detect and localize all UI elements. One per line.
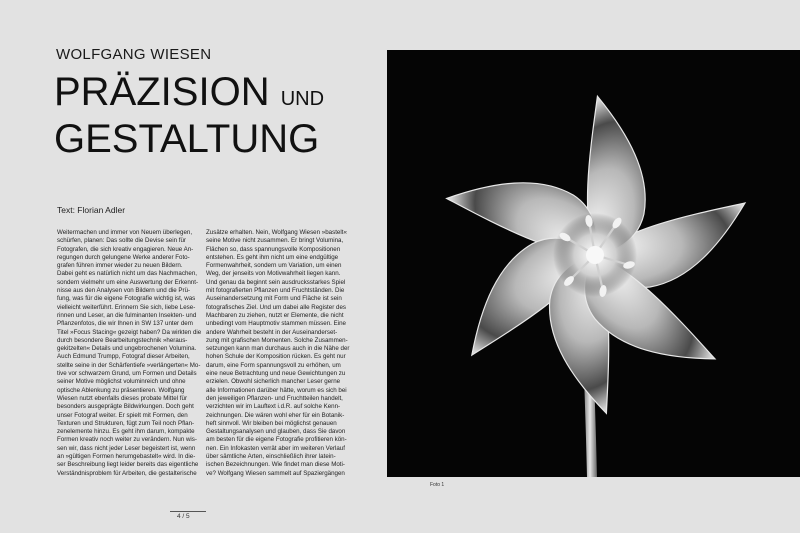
column1-line: Weitermachen und immer von Neuem überlegen, [57, 229, 193, 236]
column1-line: schürfen, planen: Das sollte die Devise sein für [57, 237, 186, 245]
column1-line: besonders ausgeprägte Bildwirkungen. Doch geht [57, 403, 194, 411]
column2-line: hohen Schule der Komposition rücken. Es geht nur [206, 353, 346, 361]
body-column-2 [206, 229, 350, 478]
column1-line: tive vor schwarzem Grund, um Formen und Details [57, 370, 197, 378]
column2-line: seine Motive nicht zusammen. Er bringt Volumina, [206, 237, 344, 245]
column1-line: Titel »Focus Stacing« gezeigt haben? Da wirkten die [57, 328, 201, 336]
column2-line: erzielen. Obwohl sicherlich mancher Leser gerne [206, 378, 341, 386]
title-line-2: GESTALTUNG [54, 117, 320, 161]
column2-line: andere Wahrheit besteht in der Auseinanderset- [206, 328, 338, 336]
column2-line: Weg, der jenseits von Motivwahrheit liegen kann. [206, 270, 341, 278]
flower-image-icon [387, 50, 800, 477]
column2-line: Auseinandersetzung mit Form und Fläche ist sein [206, 295, 342, 303]
column1-line: rinnen und Leser, an die fulminanten Insekten- und [57, 311, 197, 319]
column1-line: durch besondere Bearbeitungstechnik »heraus- [57, 336, 188, 344]
column2-line: verzichten wir im Lauftext i.d.R. auf solche Kenn- [206, 403, 341, 411]
column1-line: optische Ablenkung zu präsentieren. Wolfgang [57, 386, 185, 394]
column1-line: stellte seine in der Schärfentiefe »verlängerten« Mo- [57, 361, 201, 369]
column1-line: sondern vielmehr um eine Auswertung der Erkennt- [57, 278, 199, 286]
column2-line: fotografisches Ziel. Und um dabei alle Register des [206, 303, 346, 311]
column2-line: zung mit grafischen Momenten. Solche Zusammen- [206, 336, 348, 344]
column1-line: unser Fotograf weiter. Er spielt mit Formen, den [57, 411, 188, 419]
column1-line: Texturen und Strukturen, fügt zum Teil noch Pflan- [57, 419, 195, 427]
column2-line: am besten für die eigene Fotografie profitieren kön- [206, 436, 347, 444]
column2-line: heft sinnvoll. Wir bleiben bei möglichst genauen [206, 419, 337, 427]
column2-line: ve? Wolfgang Wiesen sammelt auf Spaziergängen [206, 469, 345, 477]
column1-line: Formen kreativ noch weiter zu verändern. Nun wis- [57, 436, 197, 444]
column2-line: darum, eine Form spannungsvoll zu erhöhen, um [206, 361, 341, 369]
author-name: WOLFGANG WIESEN [56, 46, 212, 63]
column2-line: entstehen. Es geht ihm nicht um eine endgültige [206, 253, 339, 261]
column2-line: Und genau da beginnt sein ausdrucksstarkes Spiel [206, 278, 346, 286]
body-column-1 [57, 229, 201, 478]
column2-line: Gestaltungsanalysen und glauben, dass Sie davon [206, 428, 346, 436]
page-number: 4 / 5 [177, 513, 190, 520]
flower-photo [387, 50, 800, 477]
column2-line: Zusätze erhalten. Nein, Wolfgang Wiesen »bastelt« [206, 229, 347, 236]
column1-line: Verständnisproblem für Arbeiten, die gestalterische [57, 469, 197, 477]
column1-line: sen wir, dass nicht jeder Leser begeistert ist, wenn [57, 444, 196, 452]
column1-line: Dabei geht es natürlich nicht um das Nachmachen, [57, 270, 197, 278]
column2-line: Flächen so, dass spannungsvolle Kompositionen [206, 245, 341, 253]
column2-line: nen. Ein Infokasten verrät aber im weiteren Verlauf [206, 444, 345, 452]
article-title [54, 72, 324, 159]
column2-line: unbedingt vom Hauptmotiv stammen müssen. Eine [206, 320, 346, 328]
column1-line: seiner Motive möglichst voluminreich und ohne [57, 378, 186, 386]
column1-line: an »gültigen Formen herumgebastelt« wird. In die- [57, 453, 196, 461]
column1-line: vielleicht weiterführt. Erinnern Sie sich, liebe Lese- [57, 303, 196, 311]
column1-line: grafen führen immer wieder zu neuen Bildern. [57, 262, 183, 270]
column1-line: Wiesen nutzt ebenfalls dieses probate Mittel für [57, 394, 188, 402]
column2-line: über sämtliche Arten, einschließlich ihrer latein- [206, 453, 336, 461]
column2-line: zeichnungen. Die wären wohl eher für ein Botanik- [206, 411, 345, 419]
column1-line: fung, was für die eigene Fotografie wichtig ist, was [57, 295, 196, 303]
title-word-praezision: PRÄZISION [54, 70, 270, 114]
column2-line: den jeweiligen Pflanzen- und Fruchtteilen handelt, [206, 394, 343, 402]
column1-line: zenelemente hinzu. Es geht ihm darum, kompakte [57, 428, 195, 436]
title-line-1 [54, 72, 324, 119]
column2-line: mit fotografierten Pflanzen und Fruchtständen. Die [206, 287, 345, 295]
column1-line: Pflanzenfotos, die wir Ihnen in SW 137 unter dem [57, 320, 193, 328]
title-word-und: UND [280, 88, 325, 110]
column2-line: Formenwahrheit, sondern um Variation, um einen [206, 262, 342, 270]
column1-line: Fotografen, die sich kreativ engagieren. Neue An- [57, 245, 194, 253]
column2-line: alle Informationen darüber hätte, worum es sich bei [206, 386, 347, 394]
column2-line: eine neue Betrachtung und neue Gewichtungen zu [206, 370, 346, 378]
photo-caption: Foto 1 [430, 482, 445, 488]
column2-line: ischen Bezeichnungen. Wie findet man diese Moti- [206, 461, 345, 469]
column1-line: Auch Edmund Trumpp, Fotograf dieser Arbeiten, [57, 353, 190, 361]
column1-line: regungen durch gelungene Werke anderer Foto- [57, 253, 190, 261]
column2-line: setzungen kann man durchaus auch in die Nähe der [206, 345, 350, 353]
column1-line: ser Beschreibung liegt leider bereits das eigentliche [57, 461, 199, 469]
column2-line: Machbaren zu ziehen, nutzt er Elemente, die nicht [206, 311, 344, 319]
column1-line: nisse aus den Analysen von Bildern und die Prü- [57, 287, 191, 295]
text-credit: Text: Florian Adler [57, 205, 126, 215]
page-number-rule [170, 511, 206, 512]
column1-line: gekitzelten« Details und ungebrochenen Volumina. [57, 345, 197, 353]
